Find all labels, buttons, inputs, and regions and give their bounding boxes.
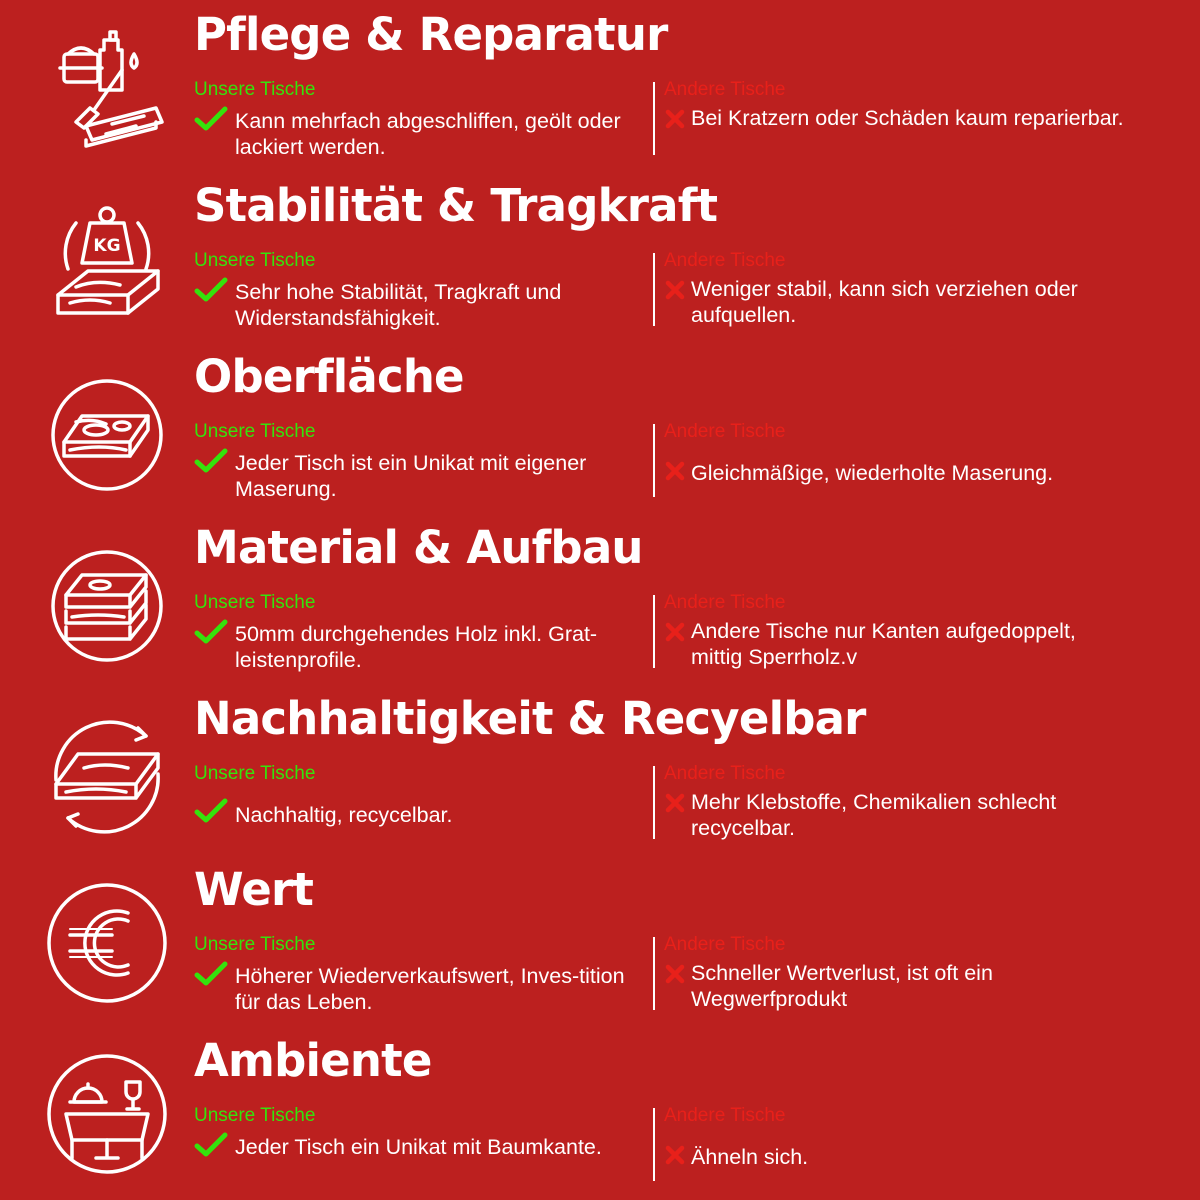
- check-icon: [194, 106, 228, 132]
- other-text: Bei Kratzern oder Schäden kaum reparierbar.: [691, 106, 1124, 130]
- layered-wood-icon: [46, 517, 168, 667]
- comparison-section-value: [0, 855, 1200, 1026]
- ours-text: Jeder Tisch ein Unikat mit Baumkante.: [235, 1135, 602, 1159]
- ours-label: Unsere Tische: [194, 592, 316, 613]
- other-text: Ähneln sich.: [691, 1145, 809, 1169]
- other-label: Andere Tische: [664, 1105, 786, 1126]
- other-text: Mehr Klebstoffe, Chemikalien schlecht recycelbar.: [691, 790, 1057, 840]
- check-icon: [194, 961, 228, 987]
- column-divider: [653, 1108, 655, 1181]
- ours-text: Nachhaltig, recycelbar.: [235, 803, 453, 827]
- ours-label: Unsere Tische: [194, 934, 316, 955]
- check-icon: [194, 1132, 228, 1158]
- ours-text: Jeder Tisch ist ein Unikat mit eigener Maserung.: [235, 451, 587, 501]
- section-title: Wert: [194, 863, 314, 916]
- ours-text: Sehr hohe Stabilität, Tragkraft und Widerstandsfähigkeit.: [235, 280, 562, 330]
- section-title: Stabilität & Tragkraft: [194, 179, 718, 232]
- cross-icon: [664, 963, 686, 985]
- column-divider: [653, 82, 655, 155]
- ours-label: Unsere Tische: [194, 421, 316, 442]
- other-label: Andere Tische: [664, 250, 786, 271]
- comparison-section-material: [0, 513, 1200, 684]
- comparison-section-sustainability: [0, 684, 1200, 855]
- other-text: Andere Tische nur Kanten aufgedoppelt, mittig Sperrholz.v: [691, 619, 1076, 669]
- ours-label: Unsere Tische: [194, 1105, 316, 1126]
- comparison-section-stability: [0, 171, 1200, 342]
- check-icon: [194, 619, 228, 645]
- section-title: Oberfläche: [194, 350, 464, 403]
- comparison-section-care: [0, 0, 1200, 171]
- cross-icon: [664, 279, 686, 301]
- column-divider: [653, 766, 655, 839]
- weight-kg-on-wood-icon: [46, 175, 168, 325]
- section-title: Nachhaltigkeit & Recyelbar: [194, 692, 866, 745]
- ours-label: Unsere Tische: [194, 763, 316, 784]
- check-icon: [194, 448, 228, 474]
- ours-text: Höherer Wiederverkaufswert, Inves-tition für das Leben.: [235, 964, 625, 1014]
- ours-label: Unsere Tische: [194, 250, 316, 271]
- cross-icon: [664, 621, 686, 643]
- cross-icon: [664, 792, 686, 814]
- cross-icon: [664, 1144, 686, 1166]
- comparison-section-surface: [0, 342, 1200, 513]
- other-text: Weniger stabil, kann sich verziehen oder aufquellen.: [691, 277, 1078, 327]
- check-icon: [194, 798, 228, 824]
- other-label: Andere Tische: [664, 934, 786, 955]
- section-title: Pflege & Reparatur: [194, 8, 668, 61]
- column-divider: [653, 253, 655, 326]
- other-label: Andere Tische: [664, 79, 786, 100]
- section-title: Ambiente: [194, 1034, 432, 1087]
- comparison-section-ambience: [0, 1026, 1200, 1197]
- ours-label: Unsere Tische: [194, 79, 316, 100]
- ours-text: Kann mehrfach abgeschliffen, geölt oder lackiert werden.: [235, 109, 621, 159]
- svg-text:KG: KG: [93, 236, 121, 256]
- ours-text: 50mm durchgehendes Holz inkl. Grat-leistenprofile.: [235, 622, 598, 672]
- cross-icon: [664, 108, 686, 130]
- section-title: Material & Aufbau: [194, 521, 643, 574]
- other-label: Andere Tische: [664, 421, 786, 442]
- check-icon: [194, 277, 228, 303]
- euro-icon: [46, 859, 168, 1009]
- column-divider: [653, 424, 655, 497]
- brush-polish-wood-icon: [46, 4, 168, 154]
- wood-grain-surface-icon: [46, 346, 168, 496]
- column-divider: [653, 595, 655, 668]
- other-label: Andere Tische: [664, 592, 786, 613]
- recycle-wood-icon: [46, 688, 168, 838]
- dining-table-icon: [46, 1030, 168, 1180]
- cross-icon: [664, 460, 686, 482]
- column-divider: [653, 937, 655, 1010]
- other-text: Gleichmäßige, wiederholte Maserung.: [691, 461, 1054, 485]
- other-label: Andere Tische: [664, 763, 786, 784]
- other-text: Schneller Wertverlust, ist oft ein Wegwerfprodukt: [691, 961, 993, 1011]
